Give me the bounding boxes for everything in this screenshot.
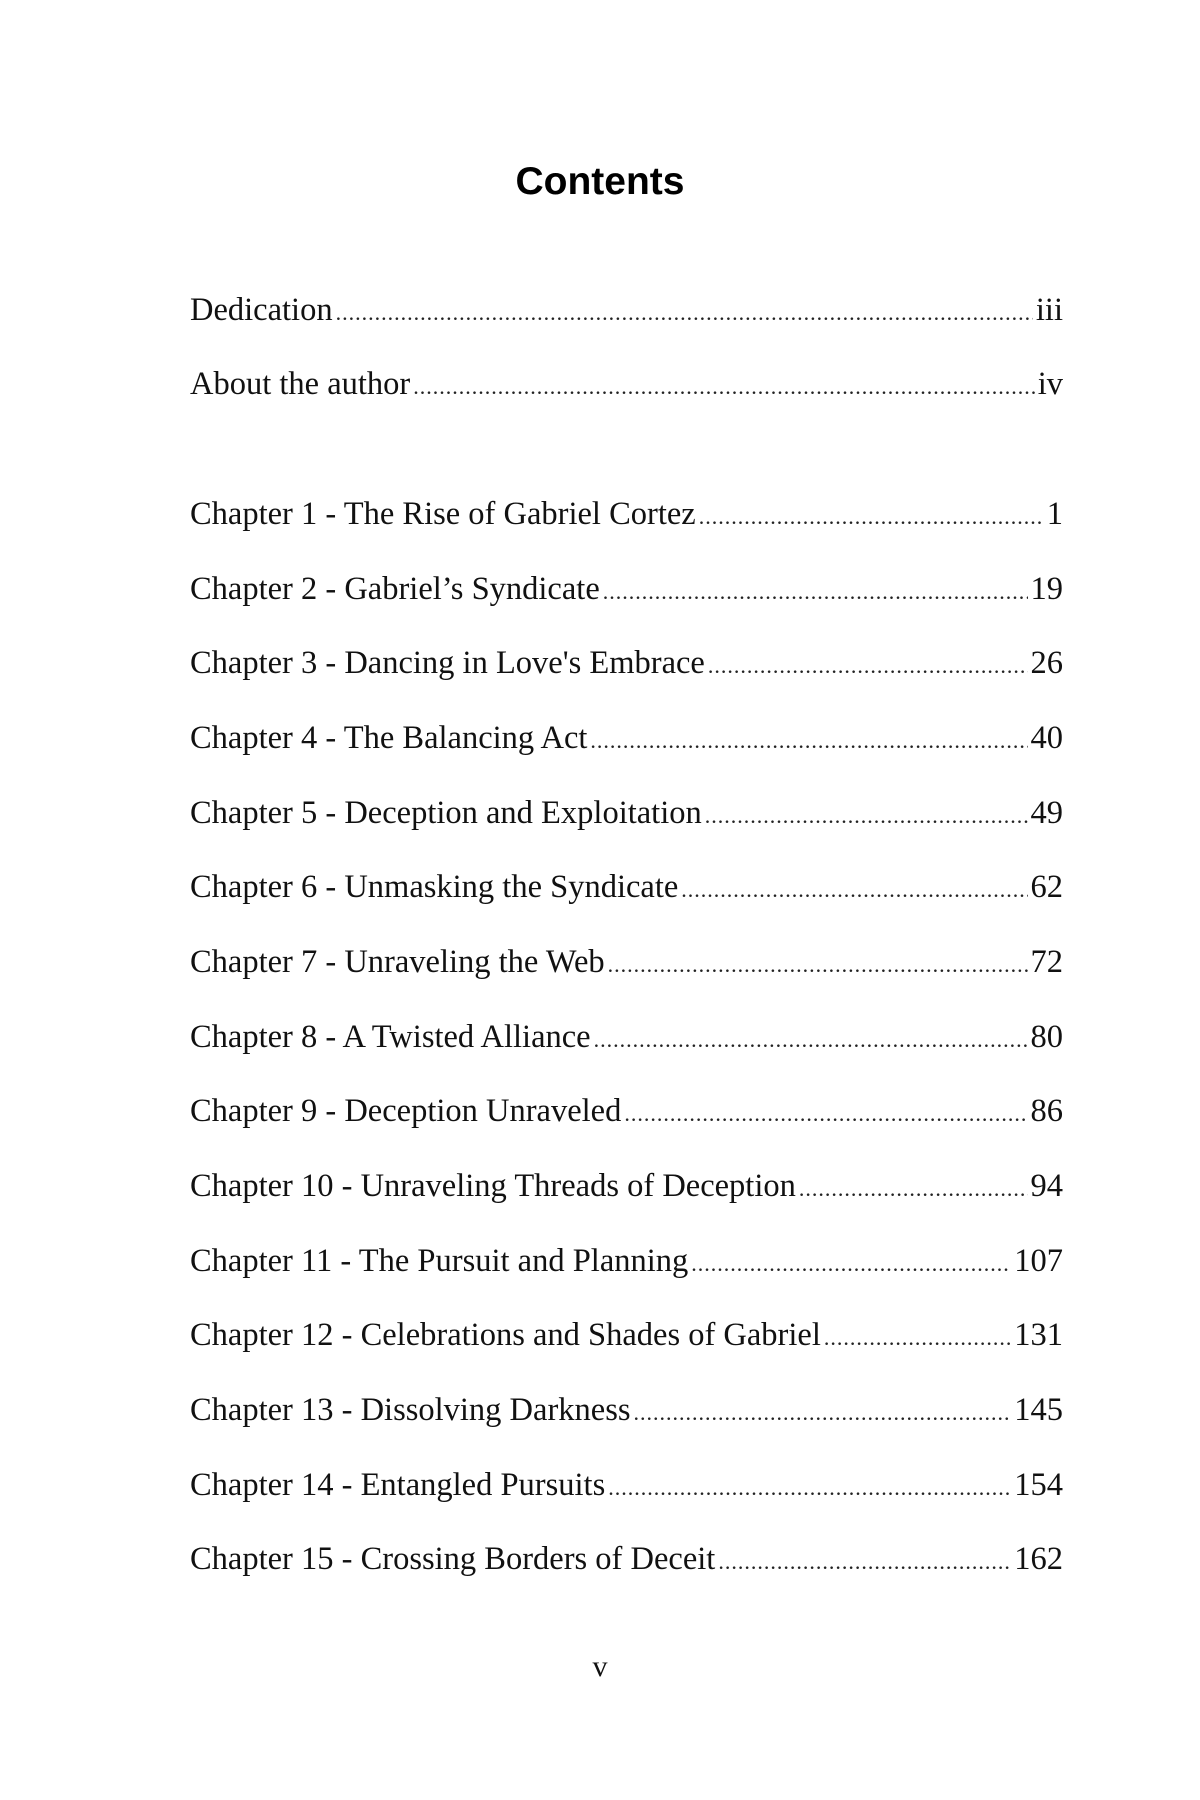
toc-entry-chapter-15[interactable] [190, 1539, 1063, 1582]
toc-entry-chapter-5[interactable] [190, 793, 1063, 836]
toc-entry-page-number: 72 [1030, 944, 1063, 980]
toc-entry-page-number: 1 [1046, 496, 1063, 532]
dot-leader [699, 497, 1044, 537]
toc-entry-label: Chapter 1 - The Rise of Gabriel Cortez [190, 496, 696, 532]
toc-entry-chapter-3[interactable] [190, 643, 1063, 686]
toc-entry-chapter-2[interactable] [190, 569, 1063, 612]
dot-leader [336, 293, 1033, 333]
dot-leader [681, 870, 1027, 910]
dot-leader [799, 1169, 1028, 1209]
dot-leader [624, 1094, 1027, 1134]
toc-entry-label: About the author [190, 366, 411, 402]
toc-entry-page-number: 86 [1030, 1093, 1063, 1129]
toc-entry-label: Chapter 12 - Celebrations and Shades of Gabriel [190, 1317, 821, 1353]
dot-leader [705, 796, 1028, 836]
toc-entry-dedication[interactable] [190, 290, 1063, 333]
dot-leader [608, 1468, 1011, 1508]
toc-entry-chapter-9[interactable] [190, 1091, 1063, 1134]
toc-entry-page-number: 107 [1014, 1243, 1063, 1279]
toc-entry-page-number: 62 [1030, 869, 1063, 905]
toc-entry-page-number: 80 [1030, 1019, 1063, 1055]
toc-entry-chapter-13[interactable] [190, 1390, 1063, 1433]
toc-entry-label: Chapter 8 - A Twisted Alliance [190, 1019, 591, 1055]
toc-entry-label: Chapter 14 - Entangled Pursuits [190, 1467, 606, 1503]
toc-entry-page-number: 19 [1030, 571, 1063, 607]
toc-entry-label: Chapter 4 - The Balancing Act [190, 720, 588, 756]
toc-entry-chapter-6[interactable] [190, 867, 1063, 910]
toc-entry-chapter-4[interactable] [190, 718, 1063, 761]
toc-entry-label: Dedication [190, 292, 333, 328]
toc-entry-page-number: 145 [1014, 1392, 1063, 1428]
toc-entry-label: Chapter 6 - Unmasking the Syndicate [190, 869, 679, 905]
dot-leader [691, 1244, 1011, 1284]
toc-entry-chapter-7[interactable] [190, 942, 1063, 985]
toc-entry-page-number: 94 [1030, 1168, 1063, 1204]
dot-leader [603, 572, 1028, 612]
toc-entry-page-number: 26 [1030, 645, 1063, 681]
toc-entry-page-number: 49 [1030, 795, 1063, 831]
toc-entry-label: Chapter 7 - Unraveling the Web [190, 944, 605, 980]
toc-entry-chapter-14[interactable] [190, 1465, 1063, 1508]
dot-leader [708, 646, 1028, 686]
toc-entry-about-the-author[interactable] [190, 364, 1063, 407]
toc-entry-page-number: 131 [1014, 1317, 1063, 1353]
toc-entry-chapter-12[interactable] [190, 1315, 1063, 1358]
dot-leader [608, 945, 1028, 985]
toc-entry-label: Chapter 15 - Crossing Borders of Deceit [190, 1541, 716, 1577]
toc-entry-page-number: iv [1037, 366, 1063, 402]
toc-entry-page-number: 154 [1014, 1467, 1063, 1503]
toc-entry-chapter-11[interactable] [190, 1241, 1063, 1284]
toc-entry-label: Chapter 9 - Deception Unraveled [190, 1093, 622, 1129]
toc-entry-page-number: 162 [1014, 1541, 1063, 1577]
toc-entry-chapter-1[interactable] [190, 494, 1063, 537]
dot-leader [634, 1393, 1012, 1433]
toc-entry-label: Chapter 13 - Dissolving Darkness [190, 1392, 631, 1428]
dot-leader [824, 1318, 1011, 1358]
dot-leader [590, 721, 1027, 761]
toc-entry-label: Chapter 5 - Deception and Exploitation [190, 795, 702, 831]
toc-entry-chapter-10[interactable] [190, 1166, 1063, 1209]
table-of-contents [190, 0, 1063, 1800]
toc-entry-chapter-8[interactable] [190, 1017, 1063, 1060]
toc-entry-label: Chapter 10 - Unraveling Threads of Deception [190, 1168, 796, 1204]
dot-leader [718, 1542, 1011, 1582]
toc-entry-label: Chapter 3 - Dancing in Love's Embrace [190, 645, 705, 681]
page-folio: v [592, 1650, 608, 1683]
dot-leader [594, 1020, 1028, 1060]
toc-entry-page-number: iii [1035, 292, 1063, 328]
toc-entry-label: Chapter 2 - Gabriel’s Syndicate [190, 571, 600, 607]
toc-entry-label: Chapter 11 - The Pursuit and Planning [190, 1243, 689, 1279]
dot-leader [413, 367, 1034, 407]
page-title: Contents [515, 160, 685, 203]
toc-entry-page-number: 40 [1030, 720, 1063, 756]
